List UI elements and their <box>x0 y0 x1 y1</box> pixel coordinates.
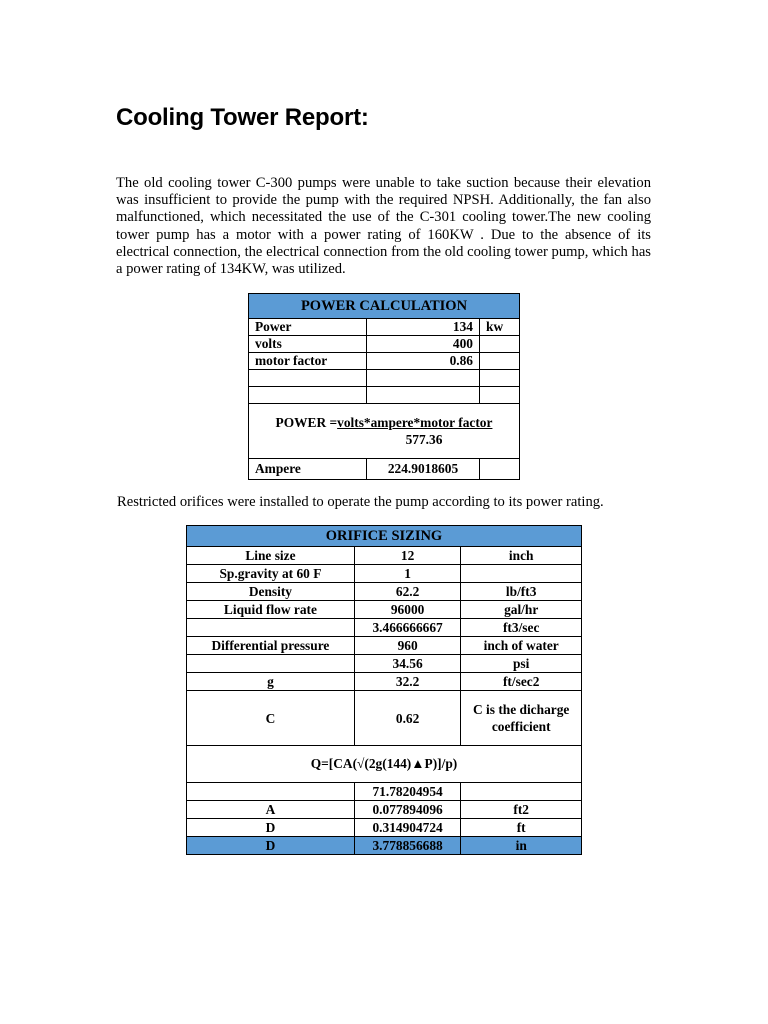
table-row <box>187 637 582 655</box>
volts-value: 400 <box>367 336 480 353</box>
empty-cell <box>480 459 520 480</box>
row-label: D <box>187 819 355 837</box>
diameter-in-unit: in <box>461 837 582 855</box>
row-unit: lb/ft3 <box>461 583 582 601</box>
power-calculation-table <box>248 293 520 480</box>
row-label: Line size <box>187 547 355 565</box>
row-unit: psi <box>461 655 582 673</box>
empty-cell <box>249 387 367 404</box>
coefficient-value: 0.62 <box>354 691 461 746</box>
row-unit <box>461 783 582 801</box>
table-row <box>187 801 582 819</box>
row-unit: gal/hr <box>461 601 582 619</box>
row-value: 34.56 <box>354 655 461 673</box>
row-value: 960 <box>354 637 461 655</box>
empty-cell <box>367 387 480 404</box>
table-row <box>187 583 582 601</box>
table-row <box>187 783 582 801</box>
highlighted-result-row <box>187 837 582 855</box>
flow-equation: Q=[CA(√(2g(144)▲P)]/p) <box>187 746 582 783</box>
table-row <box>187 547 582 565</box>
table-row <box>187 819 582 837</box>
coefficient-label: C <box>187 691 355 746</box>
motor-factor-label: motor factor <box>249 353 367 370</box>
row-unit: inch of water <box>461 637 582 655</box>
table-row <box>187 601 582 619</box>
row-label: A <box>187 801 355 819</box>
report-title: Cooling Tower Report: <box>116 104 369 131</box>
orifice-table-header: ORIFICE SIZING <box>187 526 582 547</box>
power-formula-cell <box>249 404 520 459</box>
ampere-row <box>249 459 520 480</box>
row-value: 96000 <box>354 601 461 619</box>
row-label: g <box>187 673 355 691</box>
volts-label: volts <box>249 336 367 353</box>
row-unit <box>461 565 582 583</box>
power-table-header: POWER CALCULATION <box>249 294 520 319</box>
diameter-in-value: 3.778856688 <box>354 837 461 855</box>
table-row <box>187 673 582 691</box>
power-unit: kw <box>480 319 520 336</box>
power-formula-prefix: POWER = <box>275 415 338 430</box>
row-value: 62.2 <box>354 583 461 601</box>
coefficient-note: C is the dicharge coefficient <box>461 691 582 746</box>
power-formula-row <box>249 404 520 459</box>
row-value: 0.077894096 <box>354 801 461 819</box>
power-formula-result: 577.36 <box>405 432 443 447</box>
power-label: Power <box>249 319 367 336</box>
diameter-in-label: D <box>187 837 355 855</box>
row-label <box>187 655 355 673</box>
empty-cell <box>480 370 520 387</box>
table-row <box>187 565 582 583</box>
row-unit: ft <box>461 819 582 837</box>
row-value: 32.2 <box>354 673 461 691</box>
power-value: 134 <box>367 319 480 336</box>
row-label: Liquid flow rate <box>187 601 355 619</box>
table-row <box>249 353 520 370</box>
power-formula-expression: volts*ampere*motor factor <box>337 415 493 430</box>
table-row <box>187 691 582 746</box>
orifice-table-header-row <box>187 526 582 547</box>
row-value: 0.314904724 <box>354 819 461 837</box>
table-row <box>249 336 520 353</box>
row-label <box>187 619 355 637</box>
orifice-intro-sentence: Restricted orifices were installed to operate the pump according to its power rating. <box>117 494 604 510</box>
row-label: Differential pressure <box>187 637 355 655</box>
row-label: Density <box>187 583 355 601</box>
ampere-label: Ampere <box>249 459 367 480</box>
intro-paragraph: The old cooling tower C-300 pumps were unable to take suction because their elevation was insufficient to provide the pump with the required NPSH. Additionally, the fan also malfunctioned, which necessitated the use of the C-301 cooling tower.The new cooling tower pump has a motor with a power rating of 160KW . Due to the absence of its electrical connection, the electrical connection from the old cooling tower pump, which has a power rating of 134KW, was utilized. <box>116 175 651 278</box>
orifice-sizing-table <box>186 525 582 855</box>
row-unit: ft/sec2 <box>461 673 582 691</box>
table-row <box>249 387 520 404</box>
row-unit: ft3/sec <box>461 619 582 637</box>
motor-factor-value: 0.86 <box>367 353 480 370</box>
empty-cell <box>480 387 520 404</box>
row-label: Sp.gravity at 60 F <box>187 565 355 583</box>
row-value: 1 <box>354 565 461 583</box>
table-row <box>249 370 520 387</box>
motor-factor-unit <box>480 353 520 370</box>
row-label <box>187 783 355 801</box>
equation-row <box>187 746 582 783</box>
table-row <box>187 655 582 673</box>
row-value: 12 <box>354 547 461 565</box>
row-value: 3.466666667 <box>354 619 461 637</box>
ampere-value: 224.9018605 <box>367 459 480 480</box>
volts-unit <box>480 336 520 353</box>
table-row <box>187 619 582 637</box>
power-table-header-row <box>249 294 520 319</box>
table-row <box>249 319 520 336</box>
row-unit: ft2 <box>461 801 582 819</box>
row-value: 71.78204954 <box>354 783 461 801</box>
power-formula <box>255 414 513 431</box>
empty-cell <box>249 370 367 387</box>
row-unit: inch <box>461 547 582 565</box>
empty-cell <box>367 370 480 387</box>
